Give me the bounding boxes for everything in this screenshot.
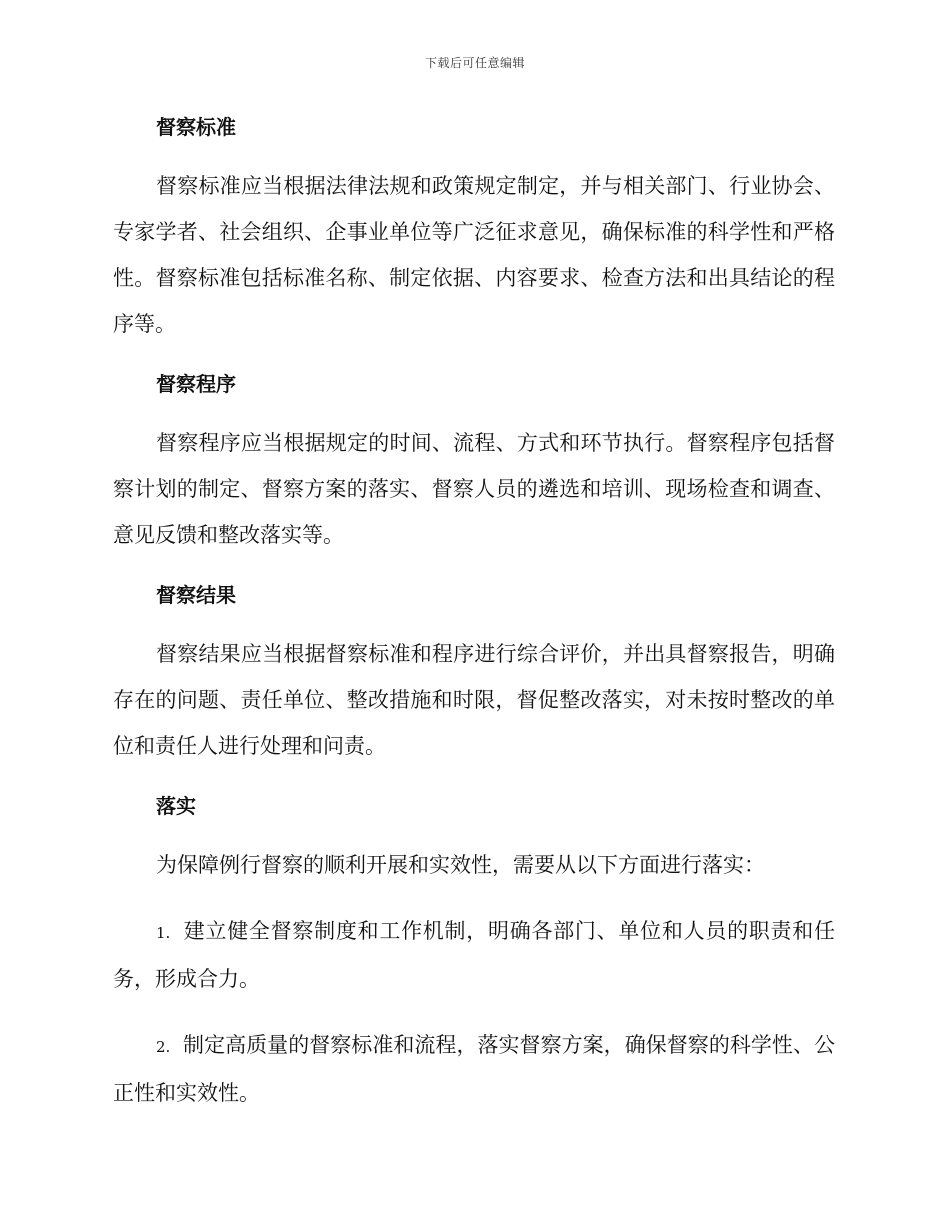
list-item	[113, 908, 835, 1002]
section-title-procedure: 督察程序	[156, 372, 236, 396]
page-header: 下载后可任意编辑	[424, 56, 525, 70]
section-paragraph-procedure: 督察程序应当根据规定的时间、流程、方式和环节执行。督察程序包括督察计划的制定、督察方案的落实、督察人员的遴选和培训、现场检查和调查、意见反馈和整改落实等。	[113, 431, 835, 547]
list-item-number: 1.	[156, 924, 171, 942]
list-item-text: 建立健全督察制度和工作机制，明确各部门、单位和人员的职责和任务，形成合力。	[113, 919, 835, 991]
section-title-results: 督察结果	[156, 583, 236, 607]
list-item-text: 制定高质量的督察标准和流程，落实督察方案，确保督察的科学性、公正性和实效性。	[113, 1033, 835, 1105]
section-paragraph-results: 督察结果应当根据督察标准和程序进行综合评价，并出具督察报告，明确存在的问题、责任单位、整改措施和时限，督促整改落实，对未按时整改的单位和责任人进行处理和问责。	[113, 642, 835, 758]
list-item	[113, 1022, 835, 1116]
section-title-implementation: 落实	[156, 794, 196, 818]
list-item-number: 2.	[156, 1038, 171, 1056]
document-body	[113, 110, 835, 1136]
section-title-standards: 督察标准	[156, 115, 236, 139]
section-paragraph-implementation: 为保障例行督察的顺利开展和实效性，需要从以下方面进行落实：	[156, 853, 765, 877]
section-paragraph-standards: 督察标准应当根据法律法规和政策规定制定，并与相关部门、行业协会、专家学者、社会组织、企事业单位等广泛征求意见，确保标准的科学性和严格性。督察标准包括标准名称、制定依据、内容要求、检查方法和出具结论的程序等。	[113, 174, 835, 336]
